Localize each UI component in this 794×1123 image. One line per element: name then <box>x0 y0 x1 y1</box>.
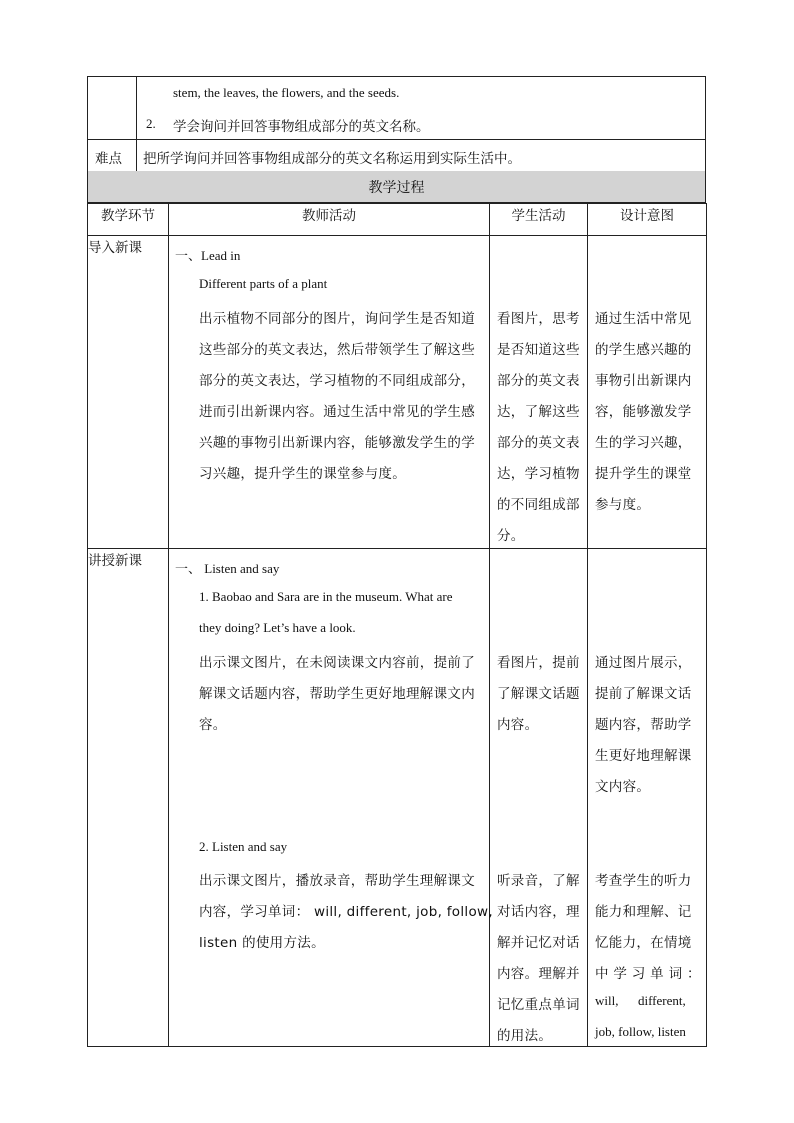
student-line: 内容。 <box>497 717 539 733</box>
student-line: 是否知道这些 <box>497 342 580 358</box>
design-line: 的学生感兴趣的 <box>595 342 692 358</box>
design-line: will, different, <box>595 993 686 1008</box>
design-line: 题内容，帮助学 <box>595 717 692 733</box>
table-row <box>88 236 707 549</box>
teacher-line: 1. Baobao and Sara are in the museum. What are <box>199 589 453 604</box>
design-line: 通过图片展示， <box>595 655 692 671</box>
stage-cell: 导入新课 <box>88 236 169 549</box>
design-line: 参与度。 <box>595 497 651 513</box>
design-line: 事物引出新课内 <box>595 373 692 389</box>
objective-line: stem, the leaves, the flowers, and the seeds. <box>173 85 400 100</box>
teacher-line: 部分的英文表达，学习植物的不同组成部分， <box>199 373 475 389</box>
teacher-line: 内容，学习单词： will, different, job, follow, <box>199 904 493 920</box>
teacher-line: listen 的使用方法。 <box>199 935 325 951</box>
teacher-line: they doing? Let’s have a look. <box>199 620 356 635</box>
student-line: 记忆重点单词 <box>497 997 580 1013</box>
student-line: 分。 <box>497 528 525 544</box>
teacher-line: 容。 <box>199 717 227 733</box>
difficulty-label: 难点 <box>95 151 122 167</box>
border-left <box>87 140 88 171</box>
teacher-line: 这些部分的英文表达，然后带领学生了解这些 <box>199 342 475 358</box>
teacher-line: 习兴趣，提升学生的课堂参与度。 <box>199 466 406 482</box>
student-line: 解并记忆对话 <box>497 935 580 951</box>
difficulty-row <box>87 139 706 172</box>
student-activity-cell <box>490 549 588 1047</box>
student-line: 看图片，思考 <box>497 311 580 327</box>
objective-item-number: 2. <box>146 116 156 131</box>
student-line: 对话内容，理 <box>497 904 580 920</box>
design-line: 容，能够激发学 <box>595 404 692 420</box>
student-line: 内容。理解并 <box>497 966 580 982</box>
objective-item-text: 学会询问并回答事物组成部分的英文名称。 <box>173 119 430 135</box>
design-line: 通过生活中常见 <box>595 311 692 327</box>
table-row <box>88 549 707 1047</box>
process-table <box>87 203 707 1047</box>
difficulty-text: 把所学询问并回答事物组成部分的英文名称运用到实际生活中。 <box>143 151 521 167</box>
teacher-line: 一、Lead in <box>175 248 241 263</box>
stage-cell: 讲授新课 <box>88 549 169 1047</box>
teacher-line: 兴趣的事物引出新课内容，能够激发学生的学 <box>199 435 475 451</box>
design-line: job, follow, listen <box>595 1024 686 1039</box>
header-design: 设计意图 <box>588 204 707 236</box>
student-line: 部分的英文表 <box>497 373 580 389</box>
student-activity-cell <box>490 236 588 549</box>
design-line: 生的学习兴趣， <box>595 435 692 451</box>
design-line: 生更好地理解课 <box>595 748 692 764</box>
teacher-activity-cell <box>169 236 490 549</box>
header-stage: 教学环节 <box>88 204 169 236</box>
design-line: 提前了解课文话 <box>595 686 692 702</box>
teacher-line: 进而引出新课内容。通过生活中常见的学生感 <box>199 404 475 420</box>
student-line: 的不同组成部 <box>497 497 580 513</box>
header-student: 学生活动 <box>490 204 588 236</box>
teacher-line: 解课文话题内容，帮助学生更好地理解课文内 <box>199 686 475 702</box>
teacher-line: Different parts of a plant <box>199 276 328 291</box>
teacher-line: 出示课文图片，在未阅读课文内容前，提前了 <box>199 655 475 671</box>
border-inner <box>136 76 137 139</box>
teacher-activity-cell <box>169 549 493 1047</box>
student-line: 了解课文话题 <box>497 686 580 702</box>
design-line: 文内容。 <box>595 779 651 795</box>
border-inner <box>136 140 137 171</box>
design-intent-cell <box>588 236 707 549</box>
teacher-line: 一、 Listen and say <box>175 561 280 576</box>
design-line: 提升学生的课堂 <box>595 466 692 482</box>
process-title: 教学过程 <box>87 171 706 203</box>
border-right <box>705 140 706 171</box>
teacher-line: 出示植物不同部分的图片，询问学生是否知道 <box>199 311 475 327</box>
border-left <box>87 76 88 139</box>
design-line: 能力和理解、记 <box>595 904 692 920</box>
objectives-continuation <box>87 76 706 139</box>
design-line: 中 学 习 单 词 ： <box>595 966 701 982</box>
student-line: 的用法。 <box>497 1028 553 1044</box>
teacher-line: 2. Listen and say <box>199 839 288 854</box>
table-header-row <box>88 204 707 236</box>
student-line: 达，学习植物 <box>497 466 580 482</box>
teacher-line: 出示课文图片，播放录音，帮助学生理解课文 <box>199 873 475 889</box>
student-line: 部分的英文表 <box>497 435 580 451</box>
student-line: 看图片，提前 <box>497 655 580 671</box>
student-line: 达，了解这些 <box>497 404 580 420</box>
header-teacher: 教师活动 <box>169 204 490 236</box>
border-top <box>87 76 706 77</box>
border-right <box>705 76 706 139</box>
design-intent-cell <box>588 549 707 1047</box>
design-line: 忆能力，在情境 <box>595 935 692 951</box>
student-line: 听录音，了解 <box>497 873 580 889</box>
design-line: 考查学生的听力 <box>595 873 692 889</box>
